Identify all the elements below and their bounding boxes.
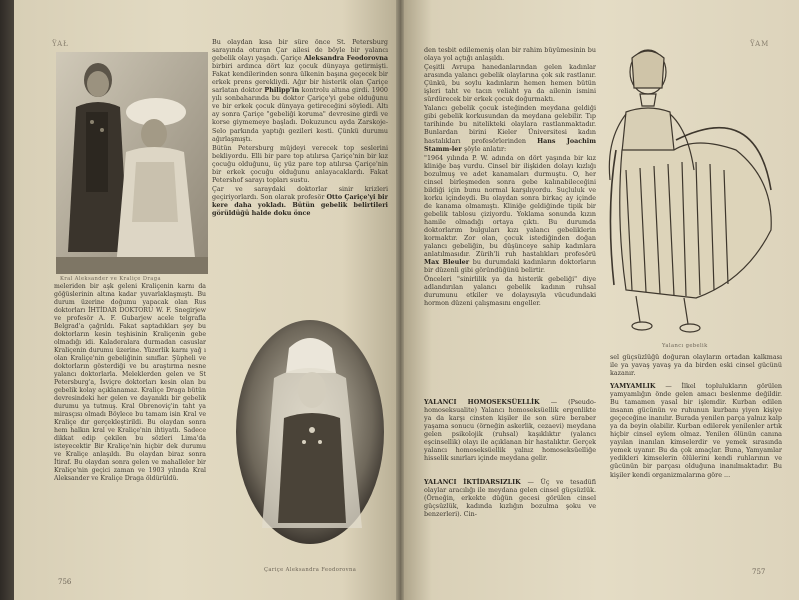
royal-couple-photo — [56, 52, 208, 274]
royal-couple-image — [56, 52, 208, 274]
text-segment-bold: Çariçe'yi bir kere daha yokladı. Bütün gebelik belirtileri görüldüğü halde doku önce — [212, 192, 388, 217]
text-segment: bu durumdaki kadınların doktorların bir düzenli gibi göründüğünü belirtir. — [424, 258, 596, 275]
section-title: YAMYAMLIK — [610, 382, 666, 390]
section-title: YALANCI HOMOSEKSÜELLİK — [424, 398, 551, 406]
name-stammler: Hans Joachim Stamm-ler — [424, 136, 596, 153]
section-text: — İlkel toplulukların görülen yamyamlığın önde gelen amacı beslenme değildir. Bu tamamen yasal bir işlemdir. Kurban edilen insanın gücünün ve ruhunun kurbanı yiyen kişiye geçeceğine inanılır. Burada yenilen parça yalnız kalp ya da beyin olabilir. Kurban edilerek yenilenler artık hiçbir cinsel eylem olmaz. Yenilen ölünün canına yayılan inanılan kimselerdir ve yemek sırasında yemek uyanır. Bu da çok amaçlar. Buna, Yamyamlar yedikleri kimselerin ölülerini kendi ruhlarının ve gücünün bir parçası olduğuna inanılmaktadır. Bu kişiler kendi organizmalarına göre ... — [610, 382, 782, 479]
tsarina-caption: Çariçe Aleksandra Feodorovna — [264, 567, 357, 573]
section-text: — Üç ve tesadüfi olaylar aracılığı ile meydana gelen cinsel güçsüzlük. (Örneğin, erkekte düğün gecesi görülen cinsel güçsüzlük, kadında kızlığın bozulma şoku ve benzerleri). Cin- — [424, 478, 596, 519]
pregnant-woman-drawing — [596, 40, 786, 340]
pregnant-woman-illustration — [596, 40, 786, 340]
name-otto: Otto — [326, 192, 345, 201]
text-paragraph: Önceleri "sinirlilik ya da histerik gebeliği" diye adlandırılan yalancı gebelik kadının ruhsal durumunu etkiler ve dolayısıyla vücudundaki hormon düzeni çalışmasını engeller. — [424, 275, 596, 308]
tsarina-photo — [234, 318, 386, 546]
text-segment: şöyle anlatır: — [463, 144, 507, 153]
text-paragraph: den tesbit edilemeniş olan bir rahim büyümesinin bu olaya yol açtığı anlaşıldı. — [424, 46, 596, 63]
left-page-left-column: meleriden bir aşk geleni Kraliçenin karnı da göğüslerinin altına kadar yuvarlaklaşmıştı. Bu durum üzerine doğumu yapacak olan Rus doktorları İHTİDAR DOKTORU W. F. Snegirjew ve profesör A. F. Gubarjew acele telgrafla Belgrad'a çağrıldı. Fakat saptadıkları şey bu doktorların kesin teşhisinin Kraliçenin gebe olmadığı idi. Kaladeralara durmadan casuslar Kraliçenin durumu üzerine. Yüzerlik karnı yağ ı olan Kraliçe'nin gebeliğinin sınıflar. Şüpheli ve doktorların gösterdiği ve bu araştırma nesne yalancı doktorlarla. Meleklerden gelen ve St Petersburg'a, İsviçre doktorları kesin olan bu gebelik kolay açıklanamaz. Kraliçe Draga bütün devresindeki her gelen ve dayanıklı bir gebelik durumu ya tutmuş. Kral Obrenoviç'in taht ya mirasçısı olmadı Böylece bu tamam isin Kral ve Kraliçe dır gerçekleştirildi. Bu olaydan sonra hem halkın kral ve Kraliçe'nin ihtiyatlı. Sadece dikkat edip çekilen bu sözleri Lima'da isteyecektir Bir Kraliçe'nin hiçbir dek durumu ve Kraliçe anlaşıldı. Bu olaydan biraz sonra İtiraf. Bu olaydan sonra gelen ve mahalleler bir Kraliçe'nin geçici zaman ve 1903 yılında Kral Aleksander ve Kraliçe Draga öldürüldü. — [54, 283, 206, 482]
left-page-number: 756 — [58, 578, 72, 586]
tsarina-image — [234, 318, 386, 546]
name-bleuler: Max Bleuler — [424, 258, 473, 267]
left-page — [14, 0, 400, 600]
right-page-header: ŸAM — [750, 40, 770, 48]
text-paragraph — [424, 104, 596, 152]
illustration-caption: Yalancı gebelik — [662, 343, 708, 349]
text-segment: Bu olaydan kısa bir süre önce St. Petersburg sarayında oturan Çar ailesi de böyle bir yalancı gebelik olayı yaşadı. Çariçe — [212, 38, 388, 63]
section-yamyamlik — [610, 382, 782, 558]
left-page-right-column — [212, 38, 388, 356]
section-yalanci-iktidarsizlik — [424, 478, 596, 548]
text-paragraph: Çeşitli Avrupa hanedanlarından gelen kadınlar arasında yalancı gebelik olaylarına çok sık rastlanır. Çünkü, bu soylu kadınların hemen hemen bütün işleri taht ve tacın veliaht ya da ailenin ismini sürdürecek bir erkek çocuk doğurmaktı. — [424, 63, 596, 104]
left-page-header: ŸAŁ — [52, 40, 69, 48]
royal-couple-caption: Kral Aleksander ve Kraliçe Draga — [60, 276, 161, 282]
section-title: YALANCI İKTİDARSIZLIK — [424, 478, 528, 486]
right-page-right-column-top: sel güçsüzlüğü doğuran olayların ortadan kalkması ile ya yavaş yavaş ya da birden eski cinsel gücünü kazanır. — [610, 353, 782, 378]
text-paragraph: Bütün Petersburg müjdeyi verecek top seslerini bekliyordu. Elli bir pare top atılırsa Çariçe'nin bir kız çocuğu olduğunu, üç yüz pare top atılırsa Çariçe'nin bir erkek çocuğu olduğunu anlayacaklardı. Fakat Petershof sarayı topları sustu. — [212, 143, 388, 184]
text-paragraph — [424, 154, 596, 275]
name-aleksandra: Aleksandra Feodorovna — [303, 54, 388, 63]
right-page — [400, 0, 799, 600]
text-segment: Çar ve saraydaki doktorlar sinir krizleri geçiriyorlardı. Son olarak profesör — [212, 184, 388, 201]
text-segment: Yalancı gebelik çocuk isteğinden meydana geldiği gibi gebelik korkusundan da meydana gelebilir. Tıp tarihinde bu nitelikteki olaylara rastlanmaktadır. Bunlardan birini Kieler Üniversitesi kadın hastalıkları profesörlerinden — [424, 104, 596, 145]
text-segment: birbiri ardınca dört kız çocuk dünyaya getirmişti. Fakat kendilerinden sonra ülkenin başına geçecek bir erkek prens gerekliydi. Ağır bir histerik olan Çariçe sarlatan doktor — [212, 62, 388, 95]
name-philipp: Philipp'in — [264, 86, 302, 95]
section-text: — (Pseudo-homoseksualite) Yalancı homoseksüellik ergenlikte ya da karşı cinsten kişiler ile son süre beraber yaşama sonucu (örneğin askerlik, cezaevi) meydana gelen psikolojik (ruhsal) kaşıklıktır (yalancı eşcinsellik) olayı ile açıklanan bir hastalıktır. Gerçek yalancı homoseksüellik yalnız homoseksüelliğe hisselik sınırları içinde meydana gelir. — [424, 398, 596, 463]
right-page-number: 757 — [752, 568, 766, 576]
section-yalanci-homoseksuellik — [424, 398, 596, 474]
book-gutter — [396, 0, 404, 600]
right-page-left-column — [424, 46, 596, 396]
text-segment: "1964 yılında P. W. adında on dört yaşında bir kız kliniğe baş vurdu. Cinsel bir ilişkiden dolayı kızlığı bozulmuş ve adet kanamaları durmuştu. O, her cinsel birleşmeden sonra gebe kalınabileceğini bildiği için bunu normal karşılıyordu. Suçluluk ve korku içindeydi. Bu olaydan sonra birkaç ay içinde de kanama olmamıştı. Kliniğe geldiğinde tipik bir gebelik tablosu çiziyordu. Yoklama sonunda kızın hamile olmadığı ortaya çıktı. Bu durumda doktorlarım bulguları kızı yalancı gebeliklerin kormaktır. Zor olan, çocuk istediğinden doğan yalancı gebeliğin, bu düşünceye sahip kadınlara anlatılmasıdır. Zürih'li ruh hastalıkları profesörü — [424, 153, 596, 259]
text-segment: kontrolu altına girdi. 1900 yılı sonbaharında bu doktor Çariçe'yi gebe olduğunu ve bir erkek çocuk dünyaya getireceğini söyledi. Altı ay sonra Çariçe "gebeliği koruma" devresine girdi ve korse giymemeye başladı. Dokuzuncu ayda Zarskoje-Selo parkında yaptığı gezileri kesti. Çünkü durumu ağırlaşmıştı. — [212, 86, 388, 143]
